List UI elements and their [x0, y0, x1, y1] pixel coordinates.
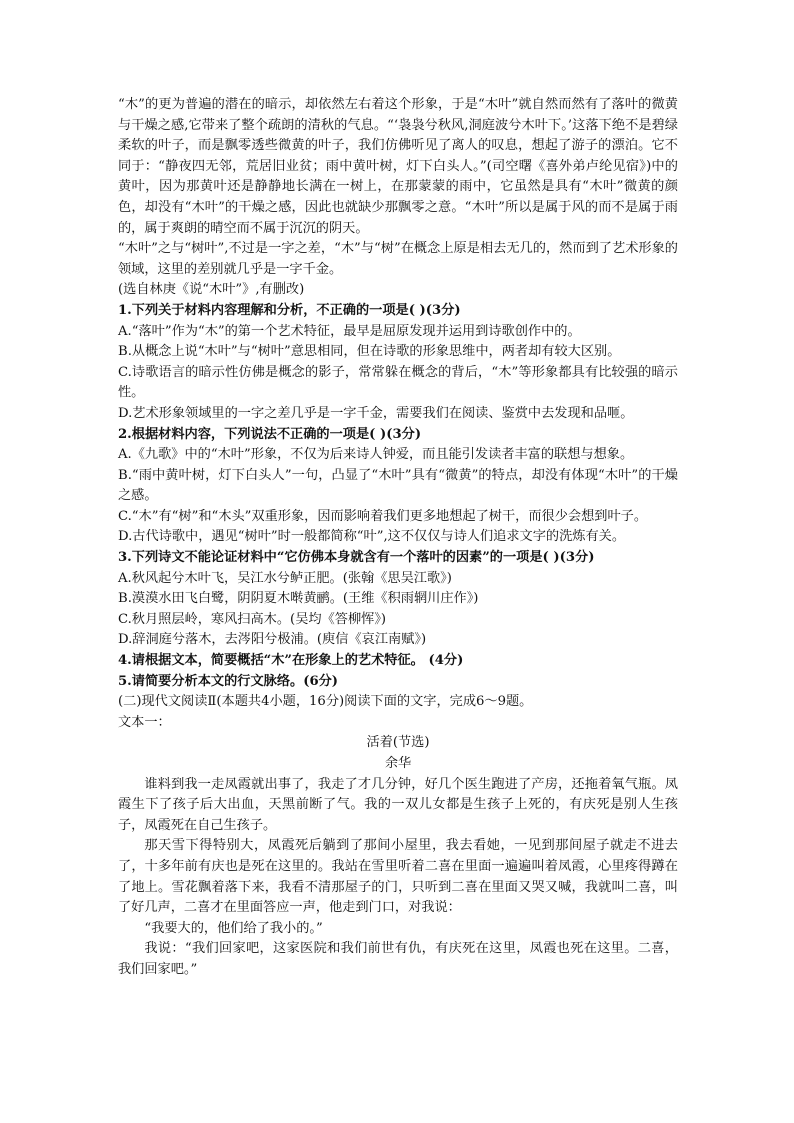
document-page [118, 95, 678, 981]
text-label: 文本一： [118, 714, 171, 730]
passage-source: (选自林庚《说“木叶”》,有删改) [118, 282, 305, 298]
story-title: 活着(节选) [366, 735, 430, 751]
option-c: C.“木”有“树”和“木头”双重形象，因而影响着我们更多地想起了树干，而很少会想到叶子。 [118, 508, 648, 524]
option-c: C.诗歌语言的暗示性仿佛是概念的影子，常常躲在概念的背后，“木”等形象都具有比较强的暗示性。 [118, 364, 678, 401]
question-2 [118, 425, 678, 549]
story-paragraph-4: 我说：“我们回家吧，这家医院和我们前世有仇，有庆死在这里，凤霞也死在这里。二喜，我们回家吧。” [118, 941, 678, 977]
option-b: B.漠漠水田飞白鹭，阴阴夏木啭黄鹂。(王维《积雨辋川庄作》) [118, 591, 479, 607]
story-paragraph-3: “我要大的，他们给了我小的。” [144, 920, 323, 936]
story-paragraph-2: 那天雪下得特别大，凤霞死后躺到了那间小屋里，我去看她，一见到那间屋子就走不进去了，十多年前有庆也是死在这里的。我站在雪里听着二喜在里面一遍遍叫着凤霞，心里疼得蹲在了地上。雪花飘着落下来，我看不清那屋子的门，只听到二喜在里面又哭又喊，我就叫二喜，叫了好几声，二喜才在里面答应一声，他走到门口，对我说： [118, 838, 678, 916]
question-stem: 1.下列关于材料内容理解和分析，不正确的一项是( )(3分) [118, 302, 461, 318]
option-a: A.秋风起兮木叶飞，吴江水兮鲈正肥。(张翰《思吴江歌》) [118, 570, 452, 586]
passage-paragraph-2: “木叶”之与“树叶”,不过是一字之差，“木”与“树”在概念上原是相去无几的，然而到了艺术形象的领域，这里的差别就几乎是一字千金。 [118, 241, 678, 277]
option-d: D.艺术形象领域里的一字之差几乎是一字千金，需要我们在阅读、鉴赏中去发现和品咂。 [118, 405, 634, 421]
option-c: C.秋月照层岭，寒风扫高木。(吴均《答柳恽》) [118, 611, 387, 627]
story-author: 余华 [384, 756, 412, 771]
question-3 [118, 548, 678, 651]
story-paragraph-1: 谁料到我一走凤霞就出事了，我走了才几分钟，好几个医生跑进了产房，还拖着氧气瓶。凤霞生下了孩子后大出血，天黑前断了气。我的一双儿女都是生孩子上死的，有庆死是别人生孩子，凤霞死在自己生孩子。 [118, 776, 678, 833]
question-stem: 3.下列诗文不能论证材料中“它仿佛本身就含有一个落叶的因素”的一项是( )(3分) [118, 550, 595, 566]
question-5: 5.请简要分析本文的行文脉络。(6分) [118, 673, 339, 689]
option-d: D.辞洞庭兮落木，去涔阳兮极浦。(庾信《哀江南赋》) [118, 632, 427, 648]
question-4: 4.请根据文本，简要概括“木”在形象上的艺术特征。 (4分) [118, 653, 464, 669]
section-heading: (二)现代文阅读Ⅱ(本题共4小题，16分)阅读下面的文字，完成6～9题。 [118, 694, 533, 710]
option-d: D.古代诗歌中，遇见“树叶”时一般都简称“叶”,这不仅仅与诗人们追求文字的洗炼有关。 [118, 529, 626, 545]
option-a: A.《九歌》中的“木叶”形象，不仅为后来诗人钟爱，而且能引发读者丰富的联想与想象。 [118, 447, 634, 463]
question-stem: 2.根据材料内容，下列说法不正确的一项是( )(3分) [118, 426, 422, 442]
option-a: A.“落叶”作为“木”的第一个艺术特征，最早是屈原发现并运用到诗歌创作中的。 [118, 323, 581, 339]
passage-paragraph-1: “木”的更为普遍的潜在的暗示，却依然左右着这个形象，于是“木叶”就自然而然有了落叶的微黄与干燥之感,它带来了整个疏朗的清秋的气息。“‘袅袅兮秋风,洞庭波兮木叶下。’这落下绝不是碧绿柔软的叶子，而是飘零透些微黄的叶子，我们仿佛听见了离人的叹息，想起了游子的漂泊。它不同于：“静夜四无邻，荒居旧业贫；雨中黄叶树，灯下白头人。”(司空曙《喜外弟卢纶见宿》)中的黄叶，因为那黄叶还是静静地长满在一树上，在那蒙蒙的雨中，它虽然是具有“木叶”微黄的颜色，却没有“木叶”的干燥之感，因此也就缺少那飘零之意。“木叶”所以是属于风的而不是属于雨的，属于爽朗的晴空而不属于沉沉的阴天。 [118, 97, 678, 236]
option-b: B.“雨中黄叶树，灯下白头人”一句，凸显了“木叶”具有“微黄”的特点，却没有体现“木叶”的干燥之感。 [118, 467, 678, 504]
option-b: B.从概念上说“木叶”与“树叶”意思相同，但在诗歌的形象思维中，两者却有较大区别。 [118, 344, 621, 360]
question-1 [118, 301, 678, 425]
